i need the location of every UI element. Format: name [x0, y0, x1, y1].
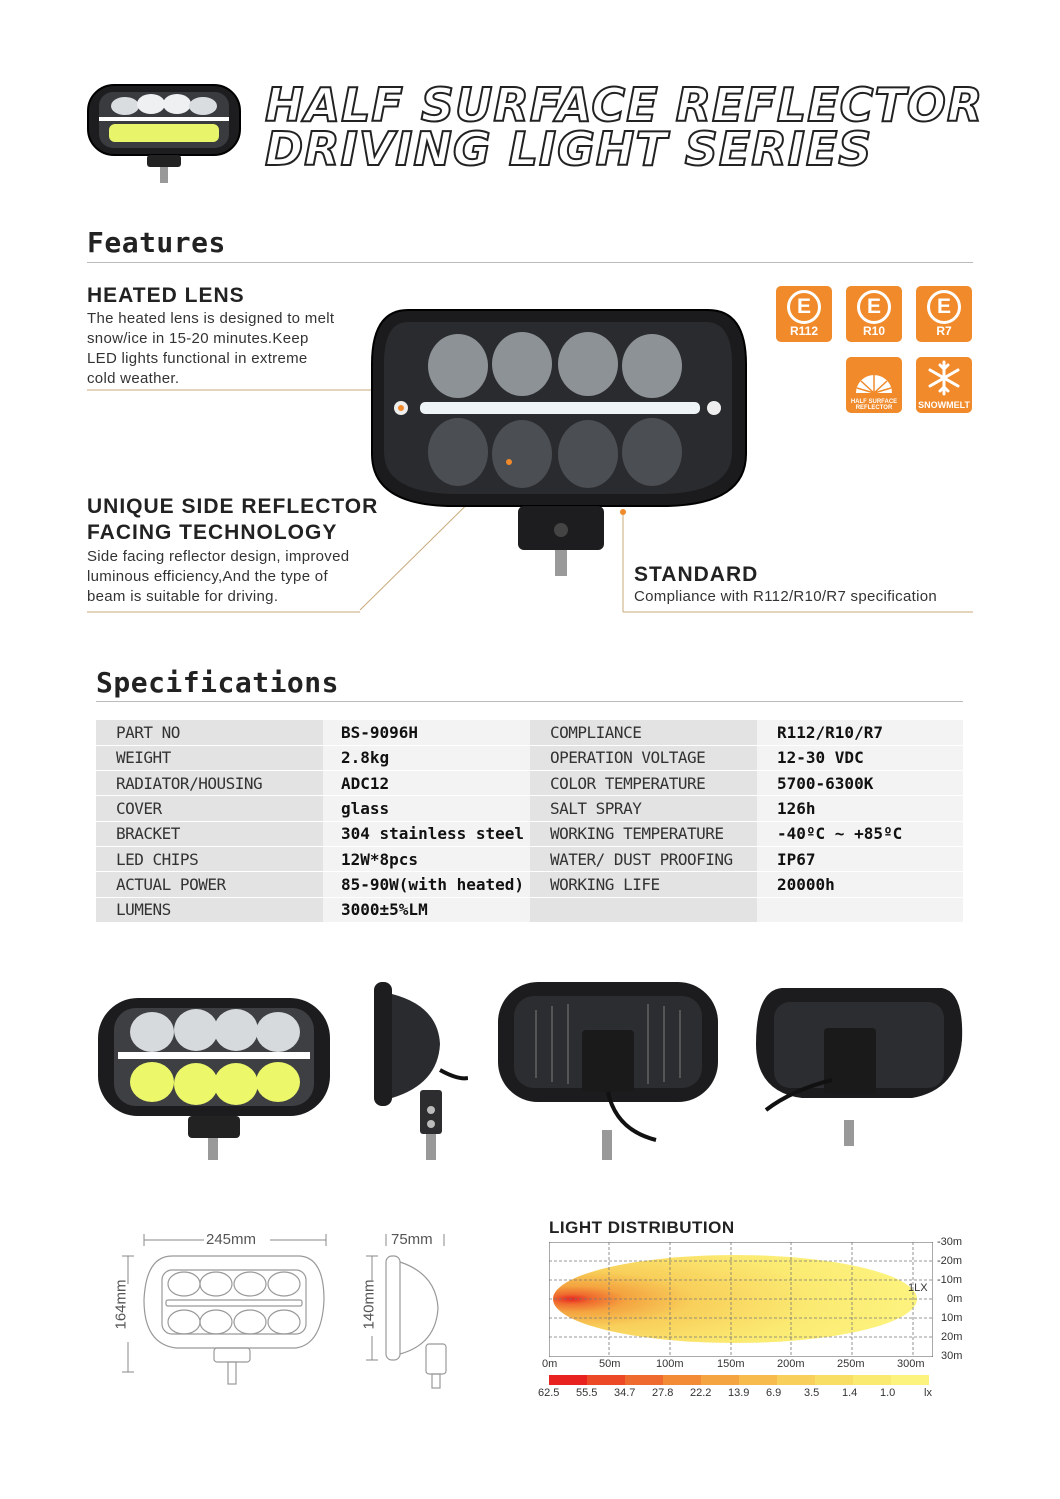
dim-height-label: 164mm	[112, 1279, 130, 1330]
x-tick-label: 250m	[837, 1358, 865, 1370]
table-row	[96, 771, 963, 796]
badge-r10: E R10	[846, 286, 902, 342]
dimension-drawings	[110, 1226, 460, 1390]
spec-key: COMPLIANCE	[530, 720, 757, 745]
spec-value: 85-90W(with heated)	[323, 872, 530, 897]
lux-swatch	[701, 1375, 739, 1385]
dim-side-height-label: 140mm	[360, 1279, 378, 1330]
y-tick-label: -10m	[937, 1274, 963, 1286]
table-row	[96, 846, 963, 871]
lamp-front-view-image	[96, 996, 332, 1164]
lux-scale-labels	[530, 1387, 950, 1401]
light-distribution-title: LIGHT DISTRIBUTION	[549, 1218, 735, 1237]
lux-value-label: 6.9	[766, 1387, 782, 1399]
spec-key: RADIATOR/HOUSING	[96, 771, 323, 796]
x-tick-label: 200m	[777, 1358, 805, 1370]
light-distribution-plot	[549, 1242, 933, 1357]
y-tick-label: -20m	[937, 1255, 963, 1267]
spec-value: BS-9096H	[323, 720, 530, 745]
spec-value: -40ºC ~ +85ºC	[757, 821, 963, 846]
spec-key: COLOR TEMPERATURE	[530, 771, 757, 796]
x-tick-label: 100m	[656, 1358, 684, 1370]
features-title: Features	[87, 226, 226, 259]
spec-value: 20000h	[757, 872, 963, 897]
lamp-rear-view-image	[496, 980, 720, 1164]
lux-swatch	[891, 1375, 929, 1385]
lux-value-label: 1.4	[842, 1387, 858, 1399]
lux-value-label: 13.9	[728, 1387, 750, 1399]
lux-swatch	[739, 1375, 777, 1385]
spec-value: 12W*8pcs	[323, 846, 530, 871]
lux-unit-label: lx	[924, 1387, 932, 1399]
standard-text: Compliance with R112/R10/R7 specification	[634, 588, 937, 605]
table-row	[96, 796, 963, 821]
heated-lens-text: The heated lens is designed to melt snow/ice in 15-20 minutes.Keep LED lights functional in extreme cold weather.	[87, 310, 335, 387]
y-tick-label: -30m	[937, 1236, 963, 1248]
y-tick-label: 30m	[941, 1350, 963, 1362]
spec-key: OPERATION VOLTAGE	[530, 745, 757, 770]
spec-key	[530, 897, 757, 922]
lux-swatch	[663, 1375, 701, 1385]
x-tick-label: 0m	[542, 1358, 558, 1370]
spec-value	[757, 897, 963, 922]
specifications-title: Specifications	[96, 666, 340, 699]
badge-half-surface-reflector: HALF SURFACE REFLECTOR	[846, 357, 902, 413]
y-tick-label: 0m	[947, 1293, 963, 1305]
half-sun-icon	[846, 357, 902, 397]
spec-table	[96, 720, 963, 923]
lux-value-label: 22.2	[690, 1387, 712, 1399]
x-tick-label: 150m	[717, 1358, 745, 1370]
standard-heading: STANDARD	[634, 563, 759, 586]
lamp-rear-angle-view-image	[752, 980, 966, 1150]
spec-key: BRACKET	[96, 821, 323, 846]
heated-lens-heading: HEATED LENS	[87, 284, 245, 307]
spec-value: 5700-6300K	[757, 771, 963, 796]
spec-value: 126h	[757, 796, 963, 821]
x-tick-label: 50m	[599, 1358, 621, 1370]
spec-key: LUMENS	[96, 897, 323, 922]
main-lamp-image	[368, 304, 748, 584]
spec-value: ADC12	[323, 771, 530, 796]
lux-swatch	[777, 1375, 815, 1385]
snowflake-icon	[916, 357, 972, 399]
lux-swatch	[815, 1375, 853, 1385]
spec-key: WEIGHT	[96, 745, 323, 770]
y-tick-label: 20m	[941, 1331, 963, 1343]
spec-key: COVER	[96, 796, 323, 821]
lux-value-label: 34.7	[614, 1387, 636, 1399]
lux-value-label: 3.5	[804, 1387, 820, 1399]
lux-value-label: 27.8	[652, 1387, 674, 1399]
dim-depth-label: 75mm	[391, 1231, 433, 1248]
spec-value: 2.8kg	[323, 745, 530, 770]
x-tick-label: 300m	[897, 1358, 925, 1370]
beam-marker-label: 1LX	[908, 1282, 928, 1294]
title-line-1: HALF SURFACE REFLECTOR	[265, 78, 984, 132]
lux-value-label: 62.5	[538, 1387, 560, 1399]
table-row	[96, 745, 963, 770]
lux-swatch	[625, 1375, 663, 1385]
spec-value: 3000±5%LM	[323, 897, 530, 922]
lux-color-scale	[549, 1375, 929, 1385]
lamp-side-view-image	[368, 980, 468, 1164]
lux-swatch	[549, 1375, 587, 1385]
spec-value: 304 stainless steel	[323, 821, 530, 846]
dim-width-label: 245mm	[206, 1231, 257, 1248]
lux-value-label: 55.5	[576, 1387, 598, 1399]
badge-snowmelt: SNOWMELT	[916, 357, 972, 413]
side-reflector-text: Side facing reflector design, improved luminous efficiency,And the type of beam is suitable for driving.	[87, 548, 350, 605]
spec-value: IP67	[757, 846, 963, 871]
spec-key: PART NO	[96, 720, 323, 745]
lux-value-label: 1.0	[880, 1387, 896, 1399]
table-row	[96, 872, 963, 897]
spec-value: 12-30 VDC	[757, 745, 963, 770]
side-reflector-heading: UNIQUE SIDE REFLECTOR FACING TECHNOLOGY	[87, 495, 379, 544]
table-row	[96, 821, 963, 846]
lux-swatch	[587, 1375, 625, 1385]
title-line-2: DRIVING LIGHT SERIES	[265, 122, 873, 176]
spec-key: WORKING TEMPERATURE	[530, 821, 757, 846]
lux-swatch	[853, 1375, 891, 1385]
table-row	[96, 720, 963, 745]
spec-key: WORKING LIFE	[530, 872, 757, 897]
spec-key: ACTUAL POWER	[96, 872, 323, 897]
y-tick-label: 10m	[941, 1312, 963, 1324]
spec-key: LED CHIPS	[96, 846, 323, 871]
badge-r112: E R112	[776, 286, 832, 342]
spec-key: WATER/ DUST PROOFING	[530, 846, 757, 871]
specifications-rule	[96, 701, 963, 702]
spec-key: SALT SPRAY	[530, 796, 757, 821]
table-row	[96, 897, 963, 922]
badge-r7: E R7	[916, 286, 972, 342]
spec-value: glass	[323, 796, 530, 821]
spec-value: R112/R10/R7	[757, 720, 963, 745]
